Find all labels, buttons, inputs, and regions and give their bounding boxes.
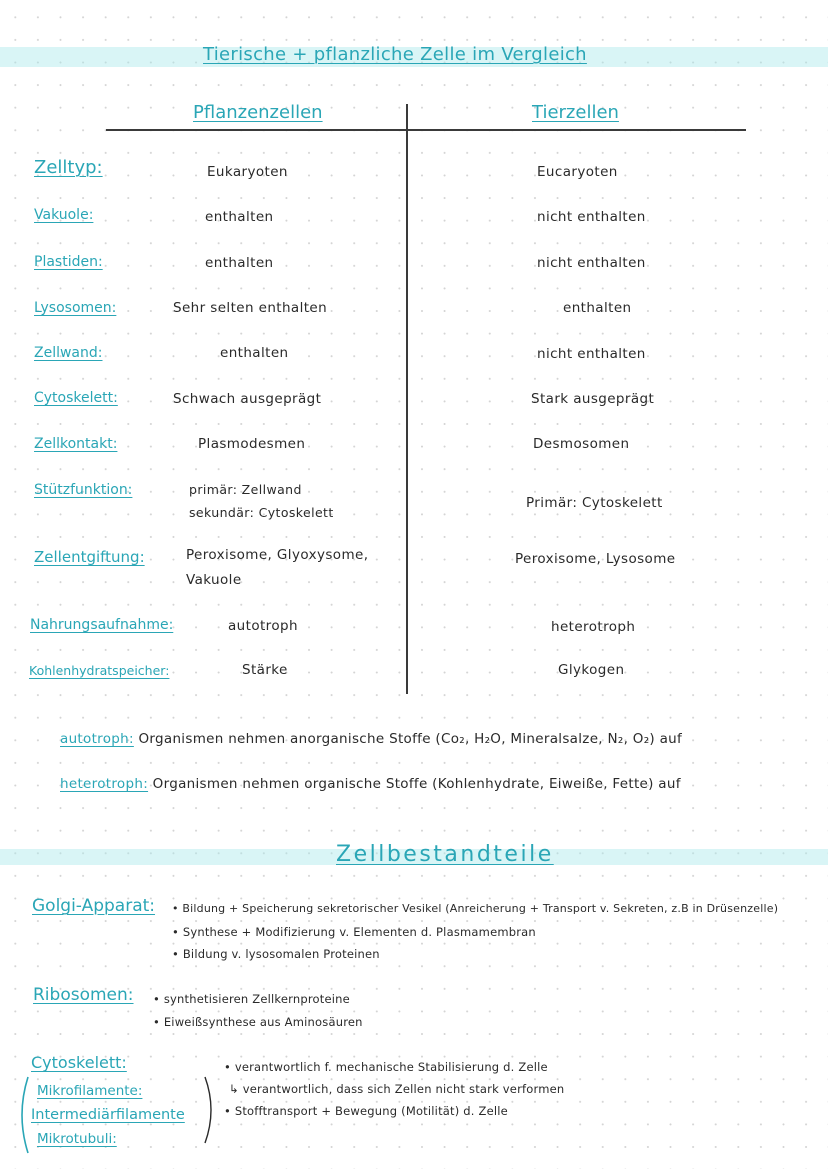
list-item: • verantwortlich f. mechanische Stabilisierung d. Zelle bbox=[224, 1060, 548, 1074]
plant-value: Sehr selten enthalten bbox=[173, 300, 328, 316]
organelle-ribosomen-label: Ribosomen: bbox=[33, 985, 134, 1005]
animal-value: Desmosomen bbox=[533, 436, 630, 452]
definition-term: heterotroph: bbox=[60, 776, 149, 792]
animal-value: Peroxisome, Lysosome bbox=[515, 551, 676, 567]
animal-value: heterotroph bbox=[551, 619, 636, 635]
definition-term: autotroph: bbox=[60, 731, 134, 747]
list-item: • synthetisieren Zellkernproteine bbox=[153, 992, 350, 1006]
organelle-cytoskelett-label: Cytoskelett: bbox=[31, 1053, 127, 1072]
plant-value: Eukaryoten bbox=[207, 164, 288, 180]
animal-value: nicht enthalten bbox=[537, 346, 646, 362]
table-header-line bbox=[106, 129, 746, 131]
row-label: Vakuole: bbox=[34, 207, 94, 223]
plant-value: Stärke bbox=[242, 662, 288, 678]
plant-value: autotroph bbox=[228, 618, 298, 634]
bracket-right bbox=[203, 1075, 219, 1145]
cytoskelett-subtype: Intermediärfilamente bbox=[31, 1107, 185, 1123]
animal-value: enthalten bbox=[563, 300, 632, 316]
animal-value: Glykogen bbox=[558, 662, 625, 678]
plant-value: Vakuole bbox=[186, 572, 242, 588]
list-item: • Bildung + Speicherung sekretorischer Vesikel (Anreicherung + Transport v. Sekreten, z.B in Drüsenzelle) bbox=[172, 902, 779, 915]
definition-text: Organismen nehmen anorganische Stoffe (Co₂, H₂O, Mineralsalze, N₂, O₂) auf bbox=[138, 731, 683, 747]
row-label: Zellwand: bbox=[34, 345, 103, 361]
plant-value: primär: Zellwand bbox=[189, 482, 302, 497]
animal-value: Eucaryoten bbox=[537, 164, 618, 180]
column-header-animal: Tierzellen bbox=[532, 102, 619, 123]
list-item: ↳ verantwortlich, dass sich Zellen nicht stark verformen bbox=[229, 1082, 565, 1096]
list-item: • Synthese + Modifizierung v. Elementen d. Plasmamembran bbox=[172, 925, 536, 939]
organelle-golgi-label: Golgi-Apparat: bbox=[32, 896, 156, 916]
cytoskelett-subtype: Mikrotubuli: bbox=[37, 1131, 117, 1147]
section-title: Zellbestandteile bbox=[336, 842, 554, 867]
plant-value: enthalten bbox=[220, 345, 289, 361]
row-label: Cytoskelett: bbox=[34, 390, 118, 406]
plant-value: Plasmodesmen bbox=[198, 436, 306, 452]
list-item: • Stofftransport + Bewegung (Motilität) d. Zelle bbox=[224, 1104, 508, 1118]
row-label: Kohlenhydratspeicher: bbox=[29, 663, 170, 678]
plant-value: enthalten bbox=[205, 255, 274, 271]
definition-autotroph bbox=[60, 731, 682, 747]
plant-value: Schwach ausgeprägt bbox=[173, 391, 322, 407]
row-label: Lysosomen: bbox=[34, 300, 117, 316]
page-title: Tierische + pflanzliche Zelle im Vergleich bbox=[203, 44, 587, 65]
table-divider-line bbox=[406, 104, 408, 694]
cytoskelett-subtype: Mikrofilamente: bbox=[37, 1083, 143, 1099]
definition-heterotroph bbox=[60, 776, 681, 792]
animal-value: Stark ausgeprägt bbox=[531, 391, 655, 407]
column-header-plant: Pflanzenzellen bbox=[193, 102, 323, 123]
animal-value: nicht enthalten bbox=[537, 255, 646, 271]
plant-value: enthalten bbox=[205, 209, 274, 225]
animal-value: nicht enthalten bbox=[537, 209, 646, 225]
list-item: • Bildung v. lysosomalen Proteinen bbox=[172, 947, 380, 961]
animal-value: Primär: Cytoskelett bbox=[526, 495, 663, 511]
row-label: Stützfunktion: bbox=[34, 482, 133, 498]
list-item: • Eiweißsynthese aus Aminosäuren bbox=[153, 1015, 363, 1029]
row-label: Zellentgiftung: bbox=[34, 548, 145, 566]
plant-value: sekundär: Cytoskelett bbox=[189, 505, 334, 520]
row-label: Zelltyp: bbox=[34, 157, 103, 178]
bracket-left bbox=[14, 1075, 30, 1155]
definition-text: Organismen nehmen organische Stoffe (Kohlenhydrate, Eiweiße, Fette) auf bbox=[152, 776, 681, 792]
row-label: Zellkontakt: bbox=[34, 436, 118, 452]
row-label: Nahrungsaufnahme: bbox=[30, 617, 174, 633]
plant-value: Peroxisome, Glyoxysome, bbox=[186, 547, 369, 563]
row-label: Plastiden: bbox=[34, 254, 103, 270]
